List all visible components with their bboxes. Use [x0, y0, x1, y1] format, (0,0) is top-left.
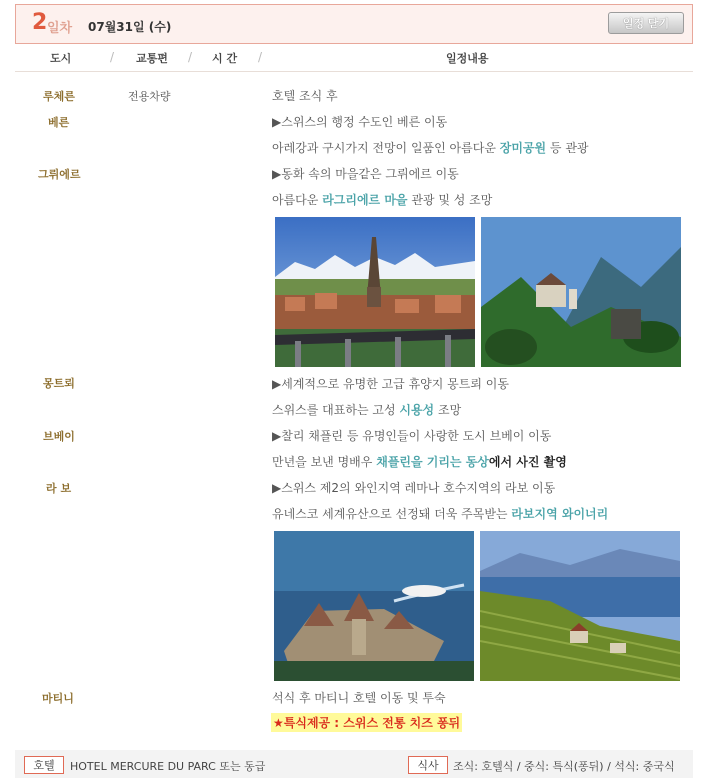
- highlight-chaplin-statue: 채플린을 기리는 동상: [376, 455, 489, 469]
- highlight-rose-garden: 장미공원: [499, 141, 547, 155]
- schedule-line: ▶동화 속의 마을같은 그뤼에르 이동: [272, 167, 459, 181]
- photo-lavaux-vineyards: [480, 531, 680, 681]
- photo-gruyeres: [481, 217, 681, 367]
- col-header-schedule: 일정내용: [446, 52, 489, 65]
- col-separator: /: [110, 50, 115, 64]
- close-schedule-button[interactable]: 일정 닫기: [608, 12, 684, 34]
- city-gruyeres: 그뤼에르: [38, 168, 81, 181]
- highlight-lavaux-winery: 라보지역 와이너리: [511, 507, 609, 521]
- header-divider: [15, 71, 693, 72]
- schedule-line: ▶세계적으로 유명한 고급 휴양지 몽트뢰 이동: [272, 377, 509, 391]
- special-meal-note: ★특식제공 : 스위스 전통 치즈 퐁뒤: [271, 713, 462, 732]
- schedule-line: ▶스위스 제2의 와인지역 레마나 호수지역의 라보 이동: [272, 481, 556, 495]
- photo-chillon-castle: [274, 531, 474, 681]
- col-header-time: 시 간: [212, 52, 238, 65]
- city-lucerne: 루체른: [43, 90, 75, 103]
- city-martigny: 마티니: [42, 692, 74, 705]
- schedule-line: 아름다운 라그리에르 마을 관광 및 성 조망: [272, 193, 493, 207]
- col-header-city: 도시: [50, 52, 72, 65]
- day-suffix: 일차: [47, 21, 73, 36]
- col-separator: /: [258, 50, 263, 64]
- schedule-line: 만년을 보낸 명배우 채플린을 기리는 동상에서 사진 촬영: [272, 455, 567, 469]
- hotel-label-button[interactable]: 호텔: [24, 756, 64, 774]
- transport-value: 전용차량: [128, 90, 171, 103]
- city-vevey: 브베이: [43, 430, 75, 443]
- city-lavaux: 라 보: [46, 482, 72, 495]
- city-bern: 베른: [48, 116, 70, 129]
- day-header: [15, 4, 693, 44]
- schedule-line: 스위스를 대표하는 고성 시용성 조망: [272, 403, 462, 417]
- highlight-chillon-castle: 시용성: [399, 403, 435, 417]
- highlight-gruyeres-village: 라그리에르 마을: [322, 193, 408, 207]
- day-date: 07월31일 (수): [88, 20, 172, 34]
- photo-bern: [275, 217, 475, 367]
- schedule-line: 유네스코 세계유산으로 선정돼 더욱 주목받는 라보지역 와이너리: [272, 507, 609, 521]
- schedule-line: 석식 후 마티니 호텔 이동 및 투숙: [272, 691, 446, 705]
- meal-label-button[interactable]: 식사: [408, 756, 448, 774]
- schedule-line: ▶스위스의 행정 수도인 베른 이동: [272, 115, 448, 129]
- day-number: 2: [32, 10, 48, 35]
- schedule-line: 호텔 조식 후: [272, 89, 338, 103]
- hotel-name: HOTEL MERCURE DU PARC 또는 동급: [70, 760, 266, 773]
- city-montreux: 몽트뢰: [43, 377, 75, 390]
- meal-info: 조식: 호텔식 / 중식: 특식(퐁뒤) / 석식: 중국식: [453, 760, 675, 773]
- schedule-line: 아레강과 구시가지 전망이 일품인 아름다운 장미공원 등 관광: [272, 141, 589, 155]
- col-header-transport: 교통편: [136, 52, 168, 65]
- schedule-line: ▶찰리 채플린 등 유명인들이 사랑한 도시 브베이 이동: [272, 429, 552, 443]
- col-separator: /: [188, 50, 193, 64]
